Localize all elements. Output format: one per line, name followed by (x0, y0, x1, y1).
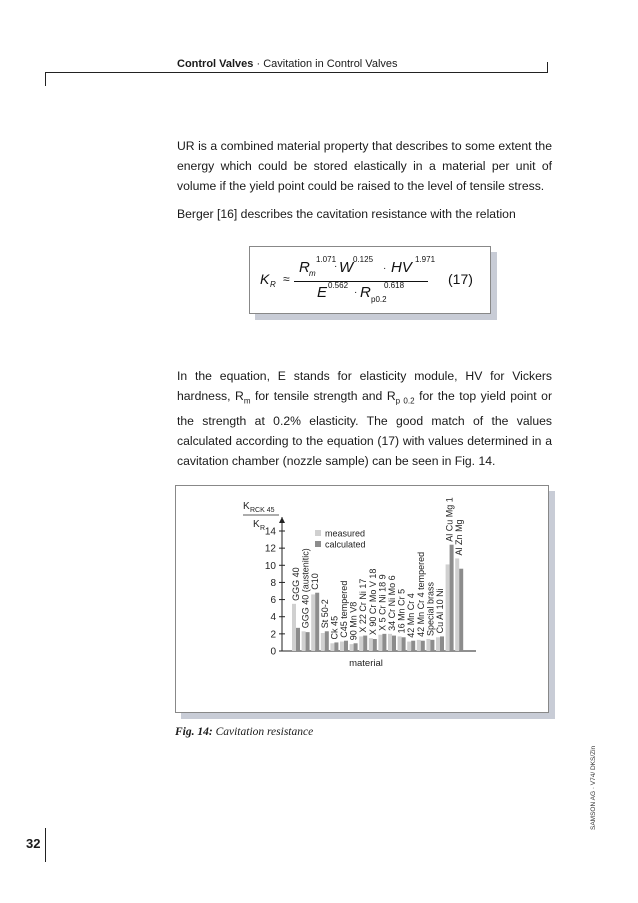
category-label: 42 Mn Cr 4 tempered (415, 551, 426, 637)
footer-rule (45, 828, 46, 862)
bar-calculated (440, 636, 444, 651)
paragraph-3 (177, 366, 552, 471)
bar-measured (436, 637, 440, 651)
category-label: Cu Al 10 Ni (435, 588, 445, 634)
eq-den-r-sub: p0.2 (371, 295, 387, 304)
category-label: X 22 Cr Ni 17 (358, 578, 369, 633)
header-rule-left-tick (45, 72, 46, 86)
eq-num-r: R (299, 259, 310, 276)
category-label: X 90 Cr Mo V 18 (367, 568, 378, 636)
equation-box (249, 246, 491, 314)
eq-dot-1: · (334, 261, 338, 272)
bar-calculated (363, 636, 367, 651)
eq-dot-3: · (354, 287, 358, 298)
paragraph-3-sub-a: m (243, 396, 251, 406)
eq-num-w: W (339, 259, 354, 276)
category-label: Special brass (425, 581, 436, 636)
bar-calculated (315, 593, 319, 651)
header-rule (45, 72, 548, 73)
caption-text: Cavitation resistance (212, 726, 314, 738)
y-tick-label: 2 (270, 629, 276, 641)
bar-calculated (296, 628, 300, 651)
bar-calculated (334, 642, 338, 651)
page-number: 32 (26, 836, 41, 851)
category-label: 90 Mn V8 (348, 601, 359, 641)
eq-den-r-exp: 0.618 (384, 281, 405, 290)
bar-calculated (325, 631, 329, 651)
paragraph-3-part-b: for tensile strength and R (250, 389, 396, 403)
eq-dot-2: · (383, 263, 387, 274)
bar-measured (455, 558, 459, 651)
header-subtitle: Cavitation in Control Valves (263, 58, 398, 70)
y-axis-label-bottom-sub: R (260, 525, 266, 532)
paragraph-2: Berger [16] describes the cavitation resistance with the relation (177, 207, 516, 221)
bar-calculated (382, 634, 386, 651)
y-axis-label-bottom: K (253, 519, 260, 530)
y-tick-label: 0 (270, 646, 276, 658)
bar-calculated (392, 636, 396, 651)
header-rule-right-tick (547, 62, 548, 73)
bar-measured (369, 638, 373, 651)
bar-measured (426, 639, 430, 651)
legend-label: measured (325, 528, 366, 539)
category-label: 16 Mn Cr 5 (396, 588, 407, 634)
header-section: Control Valves (177, 58, 254, 70)
y-axis-label-top-sub: RCK 45 (250, 507, 275, 514)
paragraph-1: UR is a combined material property that describes to some extent the energy which could be stored elastically in a material per unit of volume if the yield point could be raised to the level of tensile stress. (177, 139, 552, 193)
eq-den-r: R (360, 284, 371, 301)
bar-calculated (450, 545, 454, 651)
eq-den-e-exp: 0.562 (328, 281, 349, 290)
bar-measured (388, 634, 392, 651)
paragraph-3-part-c: for the top yield point or the strength at 0.2% elasticity. The good match of the values calculated according to the equation (17) with values determined in a cavitation chamber (nozzle sample) can be seen in Fig. 14. (177, 389, 553, 469)
legend-swatch (315, 541, 321, 547)
bar-measured (350, 644, 354, 651)
legend-label: calculated (325, 539, 366, 550)
caption-label: Fig. 14: (175, 726, 213, 738)
bar-calculated (459, 569, 463, 651)
paragraph-3-part-a: In the equation, E stands for elasticity module, HV for Vickers hardness, R (177, 369, 552, 403)
bar-measured (321, 633, 325, 651)
eq-num-r-sub: m (309, 269, 316, 278)
y-tick-label: 12 (264, 543, 276, 555)
figure-box (175, 485, 549, 713)
side-imprint: SAMSON AG · V74/ DKS/Zin (590, 745, 597, 830)
bar-calculated (402, 637, 406, 651)
eq-den-e: E (317, 284, 328, 301)
category-label: Ck 45 (329, 615, 340, 640)
category-label: Al Cu Mg 1 (444, 497, 455, 542)
y-axis-label-top: K (243, 501, 250, 512)
bar-calculated (354, 643, 358, 651)
y-tick-label: 4 (270, 612, 276, 624)
bar-measured (302, 631, 306, 651)
bar-measured (378, 635, 382, 651)
paragraph-3-sub-b: p 0.2 (395, 396, 415, 406)
eq-fraction-bar (294, 281, 428, 282)
bar-calculated (421, 641, 425, 651)
x-axis-label: material (349, 658, 383, 669)
eq-num-hv-exp: 1.971 (415, 255, 436, 264)
figure-caption (175, 726, 313, 738)
eq-approx: ≈ (283, 272, 290, 286)
eq-num-r-exp: 1.071 (316, 255, 337, 264)
y-tick-label: 10 (264, 560, 276, 572)
running-header (177, 58, 398, 70)
category-label: GGG 40 (austenitic) (300, 548, 311, 629)
y-tick-label: 8 (270, 577, 276, 589)
bar-calculated (430, 640, 434, 651)
bar-measured (446, 564, 450, 651)
y-tick-label: 14 (264, 526, 276, 538)
header-separator: · (253, 58, 264, 70)
bar-measured (311, 594, 315, 651)
bar-measured (340, 642, 344, 651)
eq-lhs-sub: R (270, 280, 276, 289)
eq-num-w-exp: 0.125 (353, 255, 374, 264)
legend-swatch (315, 530, 321, 536)
category-label: 42 Mn Cr 4 (406, 593, 417, 638)
bar-measured (330, 643, 334, 651)
bar-calculated (306, 632, 310, 651)
bar-measured (417, 640, 421, 651)
bar-calculated (344, 641, 348, 651)
category-label: St 50-2 (319, 599, 330, 629)
eq-number: (17) (448, 271, 473, 287)
bar-calculated (373, 639, 377, 651)
bar-measured (398, 636, 402, 651)
category-label: C45 tempered (339, 580, 349, 638)
category-label: 34 Cr Ni Mo 6 (387, 575, 397, 631)
category-label: C10 (310, 573, 321, 590)
bar-measured (292, 604, 296, 651)
category-label: X 5 Cr Ni 18 9 (377, 574, 388, 631)
category-label: Al Zn Mg (454, 519, 465, 556)
bar-calculated (411, 641, 415, 651)
cavitation-chart (176, 486, 548, 712)
eq-lhs: K (260, 271, 270, 287)
y-axis-arrow (279, 517, 285, 523)
category-label: GGG 40 (291, 567, 301, 601)
y-tick-label: 6 (270, 595, 276, 607)
eq-num-hv: HV (391, 259, 412, 276)
bar-measured (359, 636, 363, 651)
bar-measured (407, 642, 411, 651)
